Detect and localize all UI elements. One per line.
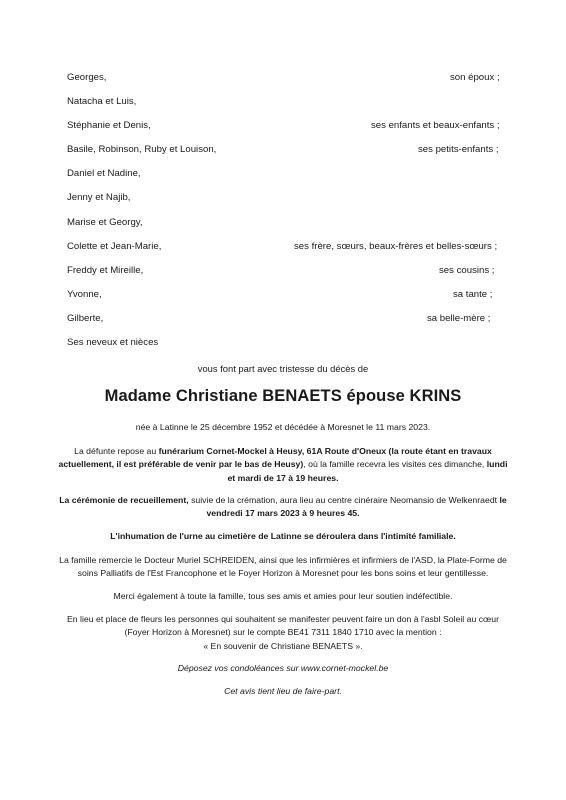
ceremony-label: La cérémonie de recueillement,: [59, 495, 189, 505]
family-relation: sa tante ;: [453, 288, 493, 300]
repose-intro: La défunte repose au: [74, 446, 159, 456]
family-row: [67, 167, 501, 191]
family-relation: son époux ;: [450, 72, 500, 83]
flowers-mention: « En souvenir de Christiane BENAETS ».: [203, 640, 363, 651]
family-row: [67, 288, 501, 312]
birth-death-line: née à Latinne le 25 décembre 1952 et décédée à Moresnet le 11 mars 2023.: [135, 422, 431, 432]
family-row: [67, 191, 501, 215]
ceremony-paragraph: [54, 494, 512, 521]
visit-times: lundi et mardi de 17 à 19 heures.: [227, 459, 508, 483]
family-name: Marise et Georgy,: [67, 216, 143, 228]
family-row: [67, 312, 501, 336]
repose-visits: , où la famille recevra les visites ces dimanche,: [303, 459, 487, 470]
ceremony-datetime: le vendredi 17 mars 2023 à 9 heures 45.: [206, 495, 507, 519]
family-row: [67, 240, 501, 264]
flowers-text: En lieu et place de fleurs les personnes qui souhaitent se manifester peuvent faire un don à l'asbl Soleil au cœur (Foyer Horizon à Moresnet) sur le compte BE41 7311 1840 1710 avec la mention :: [67, 614, 499, 638]
ceremony-location: suivie de la crémation, aura lieu au centre cinéraire Neomansio de Welkenraedt: [188, 495, 500, 505]
family-name: Natacha et Luis,: [67, 96, 137, 108]
thanks-family-line: Merci également à toute la famille, tous ses amis et amies pour leur soutien indéfectible.: [113, 591, 453, 601]
family-name: Stéphanie et Denis,: [67, 120, 151, 132]
repose-paragraph: [54, 445, 512, 485]
family-row: [67, 336, 501, 360]
condolences-line: Déposez vos condoléances sur www.cornet-mockel.be: [177, 663, 389, 673]
family-row: [67, 143, 501, 167]
family-row: [67, 71, 501, 95]
family-relation: ses petits-enfants ;: [418, 144, 499, 156]
faire-part-notice: Cet avis tient lieu de faire-part.: [224, 686, 342, 696]
family-name: Basile, Robinson, Ruby et Louison,: [67, 144, 217, 156]
family-relation: ses frère, sœurs, beaux-frères et belles-sœurs ;: [294, 240, 498, 252]
family-name: Freddy et Mireille,: [67, 264, 144, 276]
thanks-paragraph: La famille remercie le Docteur Muriel SCHREIDEN, ainsi que les infirmières et infirmiers de l'ASD, la Plate-Forme de soins Palliatifs de l'Est Francophone et le Foyer Horizon à Moresnet pour les bons soins et leur gentillesse.: [59, 555, 507, 579]
family-relation: ses cousins ;: [439, 264, 495, 276]
funerarium-address: funérarium Cornet-Mockel à Heusy, 61A Route d'Oneux (la route étant en travaux actuellement, il est préférable de venir par le bas de Heusy): [58, 446, 492, 470]
intro-text: vous font part avec tristesse du décès de: [197, 363, 369, 374]
family-name: Yvonne,: [67, 288, 102, 300]
family-row: [67, 216, 501, 240]
family-row: [67, 264, 501, 288]
family-name: Colette et Jean-Marie,: [67, 240, 162, 252]
family-list: [67, 71, 501, 360]
family-name: Daniel et Nadine,: [67, 168, 141, 180]
family-name: Gilberte,: [67, 312, 104, 324]
deceased-name-title: Madame Christiane BENAETS épouse KRINS: [104, 387, 462, 405]
family-name: Ses neveux et nièces: [67, 337, 159, 349]
inhumation-line: L'inhumation de l'urne au cimetière de Latinne se déroulera dans l'intimité familiale.: [110, 531, 456, 541]
family-row: [67, 119, 501, 143]
flowers-paragraph: [54, 613, 512, 653]
family-relation: sa belle-mère ;: [427, 312, 491, 324]
family-name: Georges,: [67, 72, 107, 83]
family-relation: ses enfants et beaux-enfants ;: [371, 120, 500, 132]
family-row: [67, 95, 501, 119]
family-name: Jenny et Najib,: [67, 192, 131, 204]
